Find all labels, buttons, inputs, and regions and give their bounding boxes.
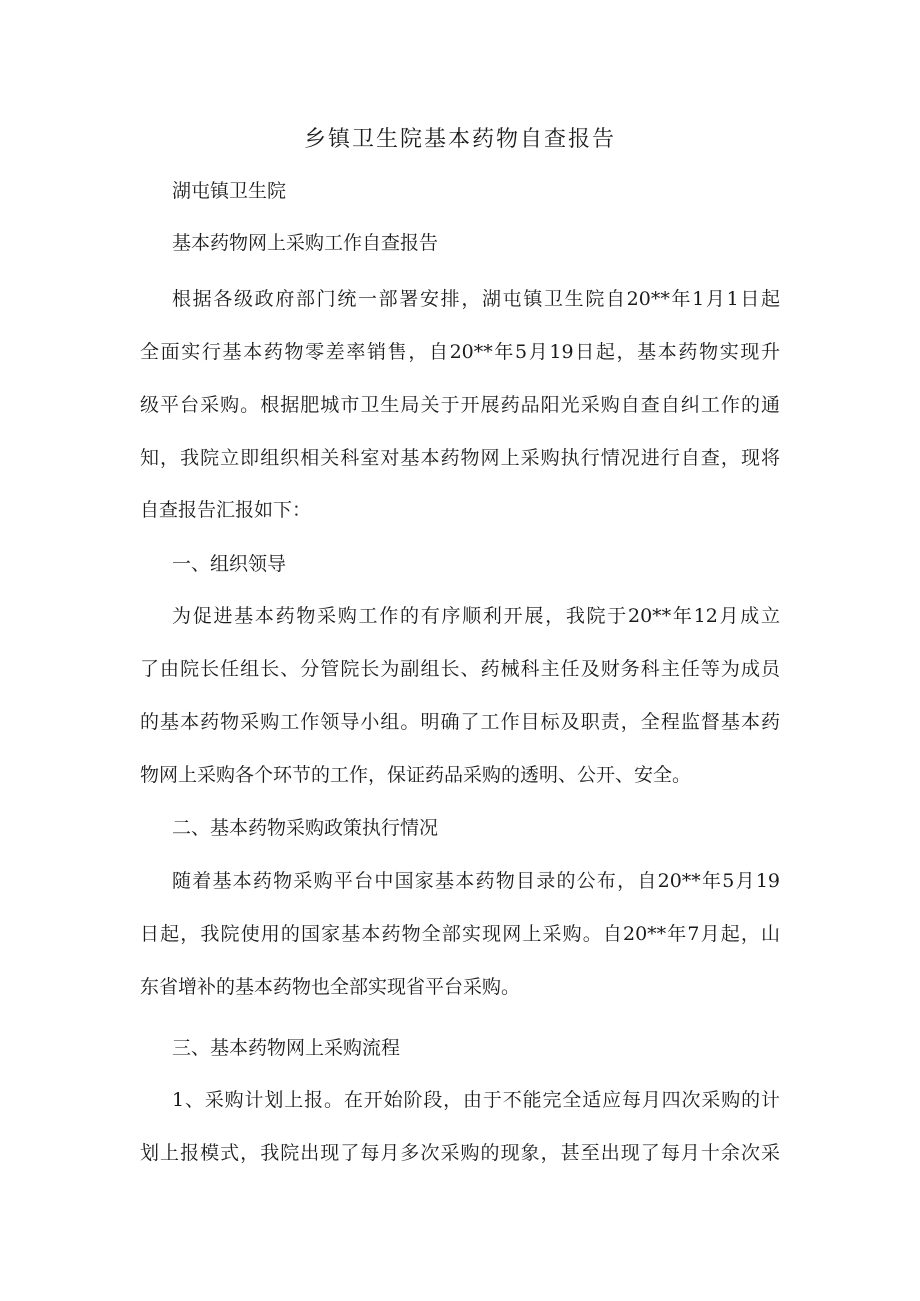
section2-line-2: 日起，我院使用的国家基本药物全部实现网上采购。自20**年7月起，山 — [140, 923, 780, 945]
section3-line-2: 划上报模式，我院出现了每月多次采购的现象，甚至出现了每月十余次采 — [140, 1142, 780, 1164]
intro-line-4: 知，我院立即组织相关科室对基本药物网上采购执行情况进行自查，现将 — [140, 447, 780, 469]
section1-line-2: 了由院长任组长、分管院长为副组长、药械科主任及财务科主任等为成员 — [140, 658, 780, 680]
section-heading-1: 一、组织领导 — [172, 553, 287, 575]
section-heading-2: 二、基本药物采购政策执行情况 — [172, 817, 439, 839]
report-subtitle: 基本药物网上采购工作自查报告 — [172, 232, 439, 254]
intro-line-1: 根据各级政府部门统一部署安排，湖屯镇卫生院自20**年1月1日起 — [172, 288, 780, 310]
section3-line-1: 1、采购计划上报。在开始阶段，由于不能完全适应每月四次采购的计 — [172, 1089, 780, 1111]
document-title: 乡镇卫生院基本药物自查报告 — [303, 127, 616, 152]
org-name: 湖屯镇卫生院 — [172, 180, 287, 202]
intro-line-2: 全面实行基本药物零差率销售，自20**年5月19日起，基本药物实现升 — [140, 341, 780, 363]
section2-line-3: 东省增补的基本药物也全部实现省平台采购。 — [140, 976, 521, 998]
section2-line-1: 随着基本药物采购平台中国家基本药物目录的公布，自20**年5月19 — [172, 870, 780, 892]
section1-line-4: 物网上采购各个环节的工作，保证药品采购的透明、公开、安全。 — [140, 764, 692, 786]
section-heading-3: 三、基本药物网上采购流程 — [172, 1037, 401, 1059]
intro-line-3: 级平台采购。根据肥城市卫生局关于开展药品阳光采购自查自纠工作的通 — [140, 394, 780, 416]
section1-line-3: 的基本药物采购工作领导小组。明确了工作目标及职责，全程监督基本药 — [140, 711, 780, 733]
section1-line-1: 为促进基本药物采购工作的有序顺利开展，我院于20**年12月成立 — [172, 605, 780, 627]
intro-line-5: 自查报告汇报如下： — [140, 499, 312, 521]
